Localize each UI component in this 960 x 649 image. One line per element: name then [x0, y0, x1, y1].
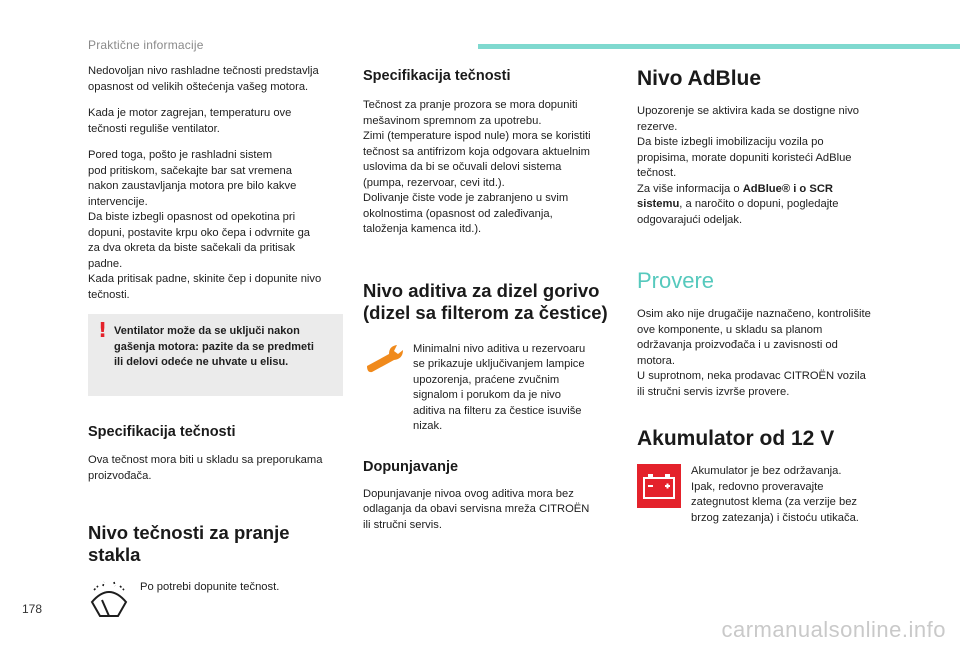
- battery-title: Akumulator od 12 V: [637, 427, 835, 450]
- page-number: 178: [22, 602, 43, 616]
- adblue-text-bold: AdBlue® i o SCR sistemu: [637, 182, 833, 210]
- warning-icon: !: [98, 318, 108, 342]
- column-middle: [363, 64, 613, 533]
- provere-title: Provere: [637, 268, 715, 293]
- header-section-label: Praktične informacije: [88, 38, 204, 52]
- additive-text: Minimalni nivo aditiva u rezervoaru se prikazuje uključivanjem lampice upozorenja, praćene zvučnim signalom i porukom da je nivo aditiva na filteru za čestice isuviše nizak.: [413, 342, 586, 432]
- adblue-title: Nivo AdBlue: [637, 67, 762, 90]
- adblue-text-a: Upozorenje se aktivira kada se dostigne nivo rezerve. Da biste izbegli imobilizaciju vozila po propisima, morate dopuniti koristeći AdBlue tečnost. Za više informacija o: [637, 105, 860, 195]
- coolant-paragraph-3: Pored toga, pošto je rashladni sistem pod pritiskom, sačekajte bar sat vremena nakon zaustavljanja motora pre bilo kakve intervencije. Da biste izbegli opasnost od opekotina pri dopuni, postavite krpu oko čepa i odvrnite ga za dva okreta da biste sačekali da pritisak padne. Kada pritisak padne, skinite čep i dopunite nivo tečnosti.: [88, 149, 322, 301]
- provere-text: Osim ako nije drugačije naznačeno, kontrolišite ove komponente, u skladu sa planom održavanja proizvođača i u zavisnosti od motora. U suprotnom, neka prodavac CITROËN vozila ili stručni servis izvrše provere.: [637, 308, 871, 398]
- adblue-text-b: , a naročito o dopuni, pogledajte odgovarajući odeljak.: [637, 198, 839, 226]
- washer-title: Nivo tečnosti za pranje stakla: [88, 522, 290, 565]
- refill-text: Dopunjavanje nivoa ovog aditiva mora bez odlaganja da obavi servisna mreža CITROËN ili stručni servis.: [363, 487, 590, 531]
- washer-fluid-icon: [88, 580, 130, 625]
- spec-title-middle: Specifikacija tečnosti: [363, 68, 511, 84]
- battery-row: [637, 464, 887, 526]
- warning-text: Ventilator može da se uključi nakon gašenja motora: pazite da se predmeti ili delovi odeće ne uhvate u elisu.: [114, 325, 314, 368]
- refill-title: Dopunjavanje: [363, 458, 459, 475]
- column-left: [88, 64, 343, 625]
- coolant-paragraph-2: Kada je motor zagrejan, temperaturu ove tečnosti reguliše ventilator.: [88, 107, 292, 135]
- additive-title: Nivo aditiva za dizel gorivo (dizel sa filterom za čestice): [363, 279, 608, 323]
- column-right: [637, 64, 887, 526]
- watermark-text: carmanualsonline.info: [721, 617, 946, 642]
- spec-text-left: Ova tečnost mora biti u skladu sa preporukama proizvođača.: [88, 454, 323, 482]
- washer-row: [88, 580, 343, 625]
- header-accent-bar: [478, 44, 960, 49]
- battery-icon: [637, 464, 681, 513]
- coolant-paragraph-1: Nedovoljan nivo rashladne tečnosti predstavlja opasnost od velikih oštećenja vašeg motora.: [88, 65, 319, 93]
- wrench-icon: [363, 342, 405, 383]
- spec-title-left: Specifikacija tečnosti: [88, 424, 236, 440]
- washer-text: Po potrebi dopunite tečnost.: [140, 581, 280, 593]
- spec-text-middle: Tečnost za pranje prozora se mora dopuniti mešavinom spremnom za upotrebu. Zimi (temperature ispod nule) mora se koristiti tečnost sa antifrizom koja odgovara aktuelnim uslovima da bi se očuvali delovi sistema (pumpa, rezervoar, cevi itd.). Dolivanje čiste vode je zabranjeno u svim okolnostima (opasnost od zaleđivanja, taloženja kamenca itd.).: [363, 99, 591, 235]
- warning-box: [88, 314, 343, 396]
- additive-row: [363, 342, 613, 435]
- battery-text: Akumulator je bez održavanja. Ipak, redovno proveravajte zategnutost klema (za verzije bez brzog zatezanja) i čistoću utikača.: [691, 465, 859, 524]
- adblue-text: [637, 104, 887, 228]
